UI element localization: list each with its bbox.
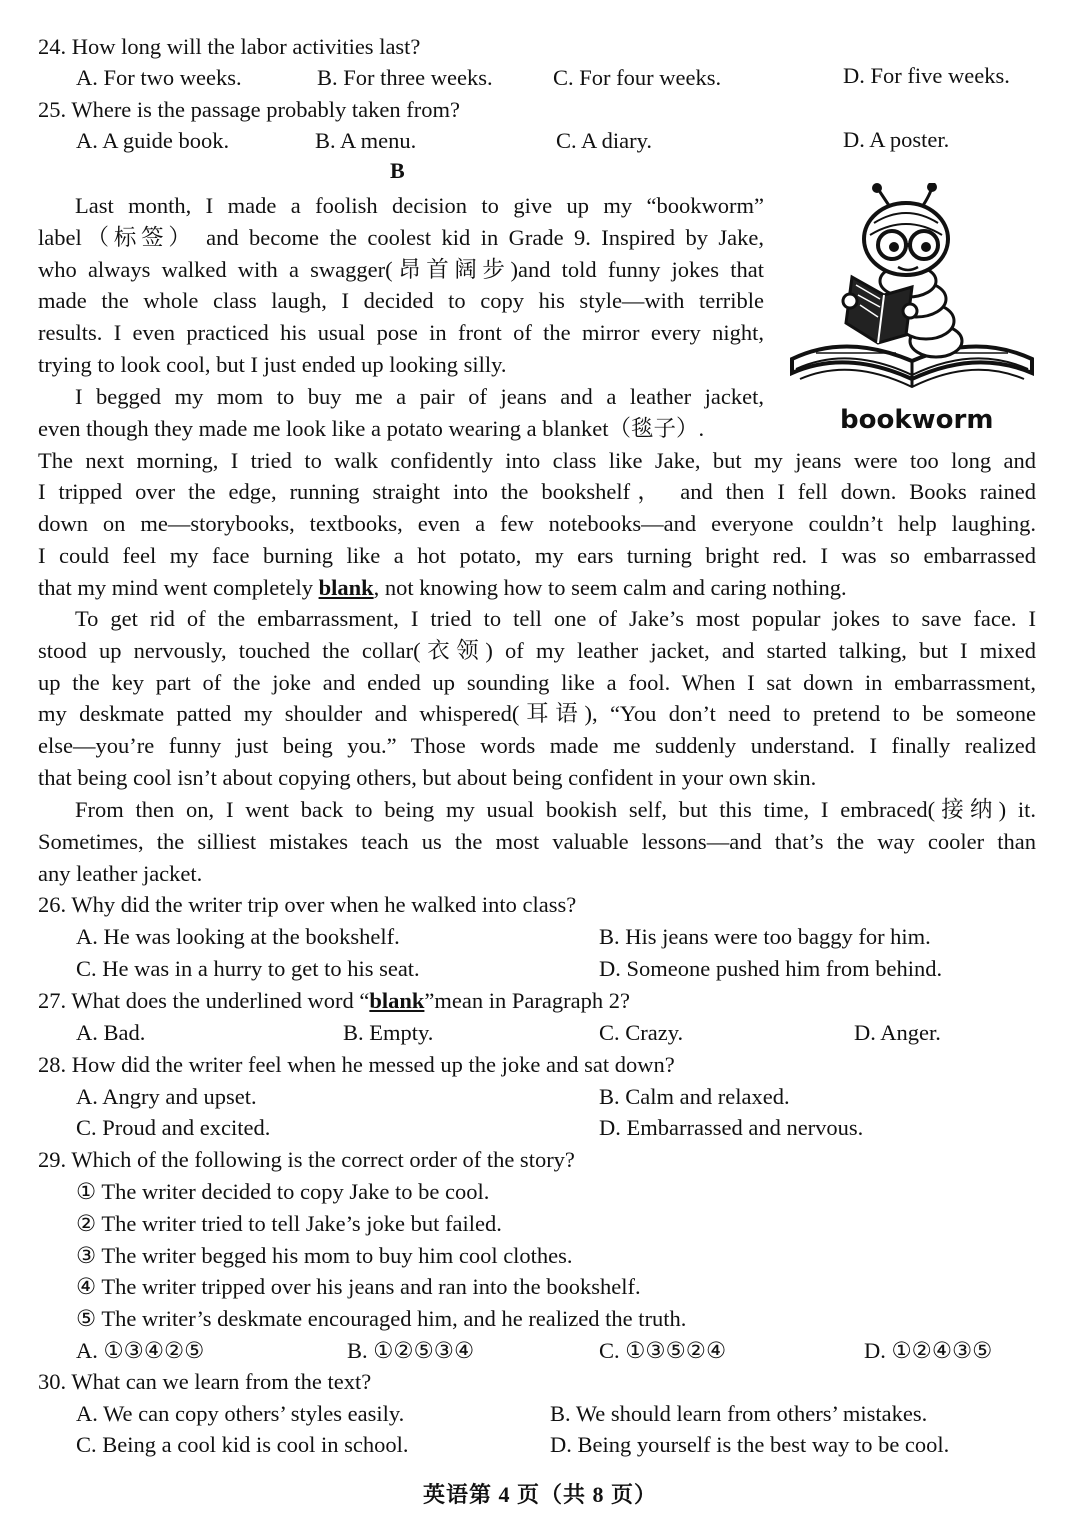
passage-line: Last month, I made a foolish decision to give up my “bookworm” <box>75 193 764 218</box>
page-footer: 英语第 4 页（共 8 页） <box>422 1482 657 1507</box>
passage-line: I tripped over the edge, running straight into the bookshelf， and then I fell down. Books rained <box>38 479 1036 505</box>
q28-option-d[interactable]: D. Embarrassed and nervous. <box>599 1115 864 1140</box>
q28-option-c[interactable]: C. Proud and excited. <box>76 1115 271 1140</box>
passage-line: trying to look cool, but I just ended up looking silly. <box>38 351 507 377</box>
q26-option-d[interactable]: D. Someone pushed him from behind. <box>599 956 943 981</box>
passage-line: I begged my mom to buy me a pair of jeans and a leather jacket, <box>75 384 764 409</box>
q26-option-a[interactable]: A. He was looking at the bookshelf. <box>76 924 400 949</box>
q26-option-b[interactable]: B. His jeans were too baggy for him. <box>599 924 931 949</box>
q24-option-b[interactable]: B. For three weeks. <box>317 65 493 90</box>
question-25-stem: 25. Where is the passage probably taken from? <box>38 97 460 122</box>
passage-line: results. I even practiced his usual pose in front of the mirror every night, <box>38 320 764 346</box>
question-text: ”mean in Paragraph 2? <box>424 988 630 1013</box>
passage-line: Sometimes, the silliest mistakes teach us the most valuable lessons—and that’s the way cooler than <box>38 828 1036 854</box>
question-text: 27. What does the underlined word “ <box>38 988 370 1013</box>
passage-line: The next morning, I tried to walk confidently into class like Jake, but my jeans were too long and <box>38 447 1036 473</box>
q29-option-d[interactable]: D. ①②④③⑤ <box>864 1338 993 1363</box>
question-30-stem: 30. What can we learn from the text? <box>38 1369 372 1394</box>
passage-line: To get rid of the embarrassment, I tried to tell one of Jake’s most popular jokes to save face. I <box>75 606 1036 631</box>
passage-line: any leather jacket. <box>38 860 203 886</box>
passage-line: From then on, I went back to being my usual bookish self, but this time, I embraced(接纳) it. <box>75 797 1036 822</box>
bookworm-illustration <box>786 183 1038 445</box>
q27-option-a[interactable]: A. Bad. <box>76 1020 146 1045</box>
q24-option-c[interactable]: C. For four weeks. <box>553 65 722 90</box>
illustration-caption: bookworm <box>840 405 994 435</box>
passage-line: up the key part of the joke and ended up sounding like a fool. When I sat down in embarrassment, <box>38 669 1036 695</box>
passage-text: that my mind went completely <box>38 574 319 600</box>
q30-option-c[interactable]: C. Being a cool kid is cool in school. <box>76 1432 409 1457</box>
q27-option-b[interactable]: B. Empty. <box>343 1020 434 1045</box>
passage-line: I could feel my face burning like a hot potato, my ears turning bright red. I was so embarrassed <box>38 542 1036 568</box>
q24-option-a[interactable]: A. For two weeks. <box>76 65 242 90</box>
q29-event-5: ⑤ The writer’s deskmate encouraged him, and he realized the truth. <box>76 1306 687 1331</box>
q29-option-c[interactable]: C. ①③⑤②④ <box>599 1338 727 1363</box>
passage-line <box>38 572 1036 604</box>
question-26-stem: 26. Why did the writer trip over when he walked into class? <box>38 892 577 917</box>
passage-line: stood up nervously, touched the collar(衣领) of my leather jacket, and started talking, but I mixed <box>38 637 1036 663</box>
q25-option-d[interactable]: D. A poster. <box>843 127 950 152</box>
q25-option-b[interactable]: B. A menu. <box>315 128 417 153</box>
q24-option-d[interactable]: D. For five weeks. <box>843 63 1010 88</box>
q25-option-c[interactable]: C. A diary. <box>556 128 653 153</box>
q30-option-d[interactable]: D. Being yourself is the best way to be cool. <box>550 1432 950 1457</box>
q30-option-a[interactable]: A. We can copy others’ styles easily. <box>76 1401 405 1426</box>
underlined-word-blank: blank <box>369 988 425 1013</box>
passage-paragraph-4 <box>38 794 1036 889</box>
passage-line: even though they made me look like a potato wearing a blanket（毯子）. <box>38 415 705 441</box>
passage-line: who always walked with a swagger(昂首阔步)and told funny jokes that <box>38 256 764 282</box>
passage-text: , not knowing how to seem calm and caring nothing. <box>373 574 847 600</box>
passage-line: down on me—storybooks, textbooks, even a few notebooks—and everyone couldn’t help laughing. <box>38 511 1036 537</box>
question-29-stem: 29. Which of the following is the correct order of the story? <box>38 1147 575 1172</box>
underlined-word-blank: blank <box>318 574 374 600</box>
q29-event-1: ① The writer decided to copy Jake to be cool. <box>76 1179 490 1204</box>
q29-option-a[interactable]: A. ①③④②⑤ <box>76 1338 205 1363</box>
q27-option-c[interactable]: C. Crazy. <box>599 1020 684 1045</box>
passage-line: made the whole class laugh, I decided to copy his style—with terrible <box>38 288 764 314</box>
q28-option-b[interactable]: B. Calm and relaxed. <box>599 1084 790 1109</box>
question-28-stem: 28. How did the writer feel when he messed up the joke and sat down? <box>38 1052 675 1077</box>
passage-line: label（标签） and become the coolest kid in Grade 9. Inspired by Jake, <box>38 224 764 250</box>
section-b-label: B <box>390 158 405 183</box>
q27-option-d[interactable]: D. Anger. <box>854 1020 941 1045</box>
question-24-stem: 24. How long will the labor activities last? <box>38 34 421 59</box>
q29-event-3: ③ The writer begged his mom to buy him cool clothes. <box>76 1243 573 1268</box>
passage-line: else—you’re funny just being you.” Those words made me suddenly understand. I finally realized <box>38 733 1036 759</box>
passage-paragraph-3 <box>38 603 1036 794</box>
question-27-stem <box>38 986 630 1016</box>
passage-paragraph-1 <box>38 190 764 381</box>
q29-event-2: ② The writer tried to tell Jake’s joke but failed. <box>76 1211 502 1236</box>
q25-option-a[interactable]: A. A guide book. <box>76 128 230 153</box>
passage-line: that being cool isn’t about copying others, but about being confident in your own skin. <box>38 764 817 790</box>
q28-option-a[interactable]: A. Angry and upset. <box>76 1084 257 1109</box>
q29-event-4: ④ The writer tripped over his jeans and ran into the bookshelf. <box>76 1274 641 1299</box>
passage-line: my deskmate patted my shoulder and whispered(耳语), “You don’t need to pretend to be someone <box>38 701 1036 727</box>
q29-option-b[interactable]: B. ①②⑤③④ <box>347 1338 475 1363</box>
q30-option-b[interactable]: B. We should learn from others’ mistakes. <box>550 1401 928 1426</box>
q26-option-c[interactable]: C. He was in a hurry to get to his seat. <box>76 956 420 981</box>
